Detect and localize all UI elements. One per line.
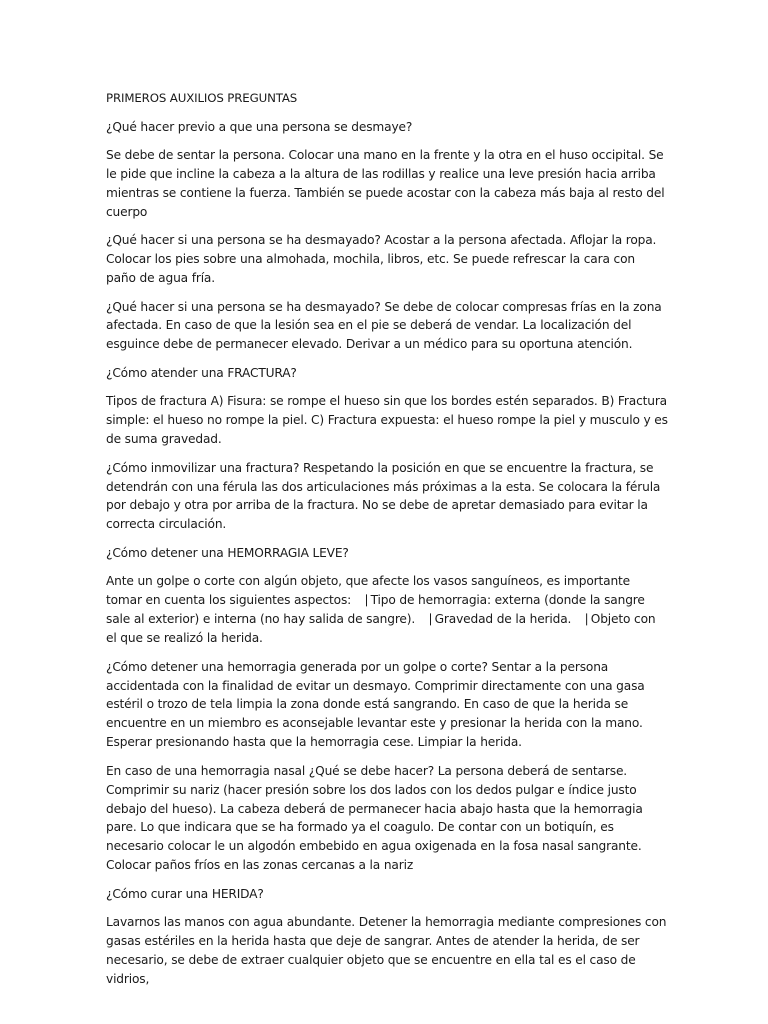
question-fainted: ¿Qué hacer si una persona se ha desmayado? Acostar a la persona afectada. Aflojar la ropa. Colocar los pies sobre una almohada, mochila, libros, etc. Se puede refrescar la cara con paño de agua fría. [106,233,657,286]
hemorrhage-aspects: Ante un golpe o corte con algún objeto, que afecte los vasos sanguíneos, es importante tomar en cuenta los siguientes aspectos: ⎹ Tipo de hemorragia: externa (donde la sangre sale al exterior) e interna (no hay salida de sangre). ⎹ Gravedad de la herida. ⎹ Objeto con el que se realizó la herida. [106,574,656,646]
question-fracture: ¿Cómo atender una FRACTURA? [106,365,297,380]
fracture-types: Tipos de fractura A) Fisura: se rompe el hueso sin que los bordes estén separados. B) Fractura simple: el hueso no rompe la piel. C) Fractura expuesta: el hueso rompe la piel y musculo y es de suma gravedad. [106,394,668,447]
document-title: PRIMEROS AUXILIOS PREGUNTAS [106,91,298,105]
question-immobilize-fracture: ¿Cómo inmovilizar una fractura? Respetando la posición en que se encuentre la fractura, se detendrán con una férula las dos articulaciones más próximas a la esta. Se colocara la férula por debajo y otra por arriba de la fractura. No se debe de apretar demasiado para evitar la correcta circulación. [106,460,661,532]
cure-wound-answer: Lavarnos las manos con agua abundante. Detener la hemorragia mediante compresiones con gasas estériles en la herida hasta que deje de sangrar. Antes de atender la herida, de ser necesario, se debe de extraer cualquier objeto que se encuentre en ella tal es el caso de vidrios, [106,915,667,986]
question-fainted-sprain: ¿Qué hacer si una persona se ha desmayado? Se debe de colocar compresas frías en la zona afectada. En caso de que la lesión sea en el pie se deberá de vendar. La localización del esguince debe de permanecer elevado. Derivar a un médico para su oportuna atención. [106,299,662,352]
question-cure-wound: ¿Cómo curar una HERIDA? [106,886,264,901]
question-minor-hemorrhage: ¿Cómo detener una HEMORRAGIA LEVE? [106,545,349,560]
nasal-hemorrhage: En caso de una hemorragia nasal ¿Qué se debe hacer? La persona deberá de sentarse. Comprimir su nariz (hacer presión sobre los dos lados con los dedos pulgar e índice justo debajo del hueso). La cabeza deberá de permanecer hacia abajo hasta que la hemorragia pare. Lo que indicara que se ha formado ya el coagulo. De contar con un botiquín, es necesario colocar le un algodón embebido en agua oxigenada en la fosa nasal sangrante. Colocar paños fríos en las zonas cercanas a la nariz [106,763,643,873]
answer-fainting-before: Se debe de sentar la persona. Colocar una mano en la frente y la otra en el huso occipital. Se le pide que incline la cabeza a la altura de las rodillas y realice una leve presión hacia arriba mientras se contiene la fuerza. También se puede acostar con la cabeza más baja al resto del cuerpo [106,148,665,219]
question-fainting-before: ¿Qué hacer previo a que una persona se desmaye? [106,119,413,134]
question-stop-hemorrhage: ¿Cómo detener una hemorragia generada por un golpe o corte? Sentar a la persona accidentada con la finalidad de evitar un desmayo. Comprimir directamente con una gasa estéril o trozo de tela limpia la zona donde está sangrando. En caso de que la herida se encuentre en un miembro es aconsejable levantar este y presionar la herida con la mano. Esperar presionando hasta que la hemorragia cese. Limpiar la herida. [106,659,645,750]
